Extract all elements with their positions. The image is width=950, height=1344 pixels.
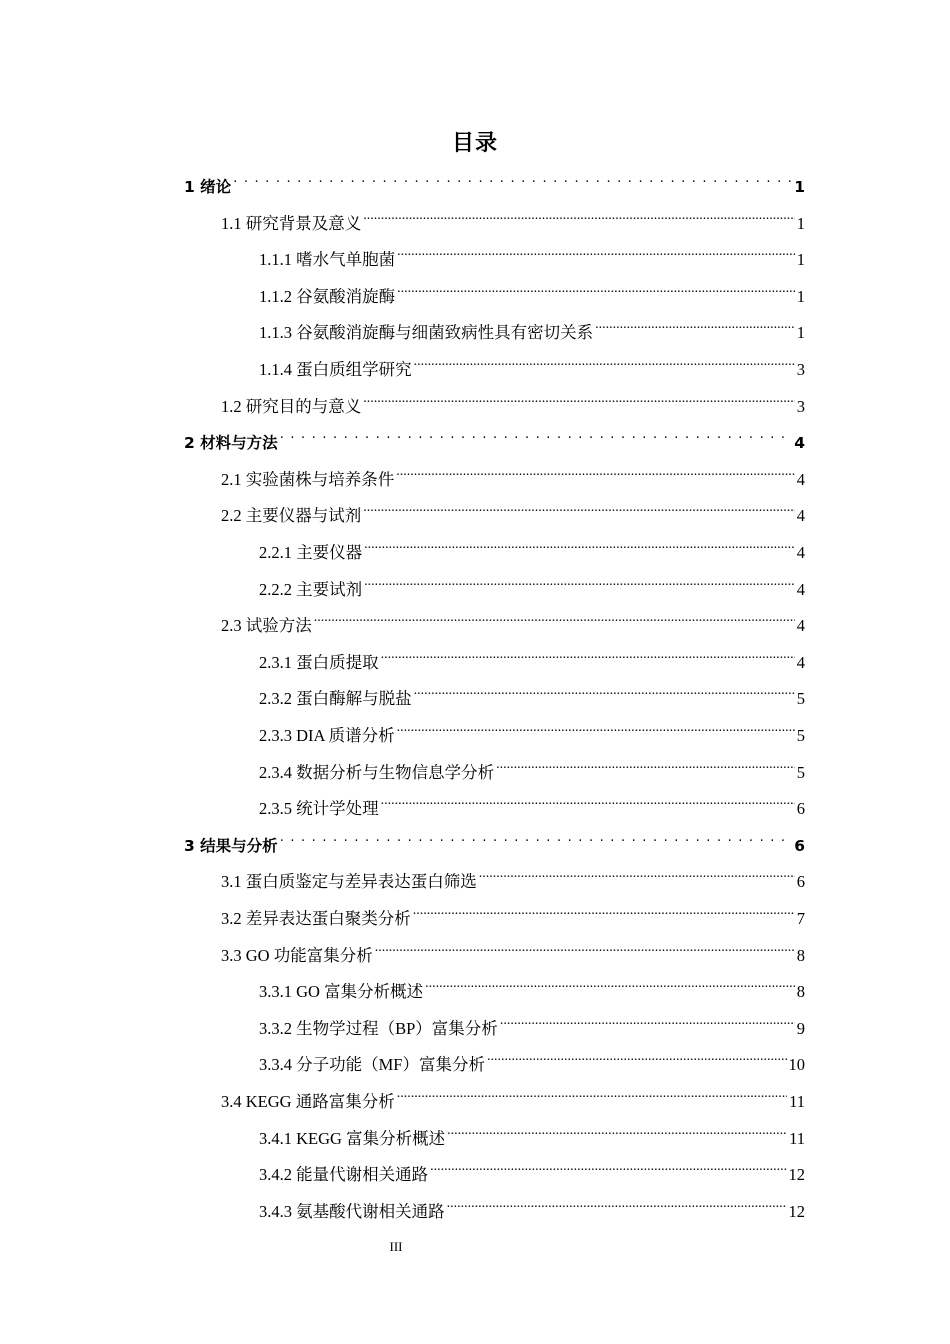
toc-entry-page-number: 1 bbox=[796, 323, 805, 343]
toc-entry-page-number: 5 bbox=[796, 762, 805, 782]
toc-entry-page-number: 5 bbox=[796, 689, 805, 709]
toc-entry-text: 1.1.2 谷氨酸消旋酶 bbox=[259, 286, 396, 306]
toc-title: 目录 bbox=[451, 131, 498, 156]
toc-entry-text: 3.4.1 KEGG 富集分析概述 bbox=[259, 1128, 446, 1148]
toc-entry-level-3[interactable] bbox=[259, 971, 805, 1002]
toc-entry-page-number: 1 bbox=[796, 286, 805, 306]
toc-entry-text: 1.1.1 嗜水气单胞菌 bbox=[259, 250, 396, 270]
toc-entry-level-2[interactable] bbox=[221, 459, 805, 489]
toc-entry-level-3[interactable] bbox=[259, 1044, 805, 1075]
toc-entry-page-number: 5 bbox=[796, 726, 805, 745]
toc-entry-text: 3.3.2 生物学过程（BP）富集分析 bbox=[259, 1018, 498, 1038]
toc-dot-leader bbox=[280, 825, 793, 851]
toc-dot-leader bbox=[447, 1118, 787, 1144]
toc-entry-text: 2.1 实验菌株与培养条件 bbox=[221, 469, 395, 489]
toc-dot-leader bbox=[500, 1008, 795, 1034]
toc-entry-text: 3.2 差异表达蛋白聚类分析 bbox=[221, 909, 411, 928]
toc-entry-level-3[interactable] bbox=[259, 642, 805, 672]
toc-entry-level-2[interactable] bbox=[221, 898, 805, 928]
toc-entry-level-3[interactable] bbox=[259, 276, 805, 306]
toc-dot-leader bbox=[397, 276, 795, 302]
toc-dot-leader bbox=[364, 569, 795, 595]
toc-entry-page-number: 1 bbox=[796, 213, 805, 233]
toc-dot-leader bbox=[397, 1081, 787, 1107]
toc-entry-page-number: 10 bbox=[788, 1055, 805, 1075]
toc-entry-level-2[interactable] bbox=[221, 495, 805, 526]
toc-dot-leader bbox=[381, 788, 795, 814]
toc-dot-leader bbox=[397, 239, 795, 265]
toc-dot-leader bbox=[414, 678, 795, 704]
toc-entry-text: 3.3.4 分子功能（MF）富集分析 bbox=[259, 1055, 485, 1075]
toc-entry-text: 3.4.2 能量代谢相关通路 bbox=[259, 1165, 429, 1185]
toc-entry-level-1[interactable] bbox=[184, 825, 805, 855]
toc-entry-text: 2.2.2 主要试剂 bbox=[259, 579, 363, 599]
toc-entry-level-3[interactable] bbox=[259, 569, 805, 599]
toc-entry-level-2[interactable] bbox=[221, 386, 805, 416]
toc-entry-page-number: 11 bbox=[789, 1092, 805, 1111]
toc-entry-page-number: 12 bbox=[788, 1165, 805, 1185]
toc-entry-level-1[interactable] bbox=[184, 166, 805, 196]
toc-dot-leader bbox=[364, 532, 795, 558]
toc-entry-level-3[interactable] bbox=[259, 715, 805, 745]
toc-entry-level-2[interactable] bbox=[221, 605, 805, 636]
toc-entry-level-3[interactable] bbox=[259, 678, 805, 709]
toc-entry-page-number: 4 bbox=[796, 469, 805, 489]
toc-entry-level-3[interactable] bbox=[259, 239, 805, 270]
toc-entry-text: 2.3.2 蛋白酶解与脱盐 bbox=[259, 689, 412, 709]
toc-dot-leader bbox=[496, 752, 795, 778]
toc-dot-leader bbox=[280, 422, 793, 448]
toc-dot-leader bbox=[363, 203, 795, 229]
toc-entry-level-2[interactable] bbox=[221, 861, 805, 892]
page-number: III bbox=[389, 1239, 403, 1254]
toc-dot-leader bbox=[487, 1044, 787, 1070]
toc-entry-text: 3 结果与分析 bbox=[184, 836, 278, 855]
toc-dot-leader bbox=[363, 495, 795, 521]
toc-entry-level-2[interactable] bbox=[221, 935, 805, 965]
toc-dot-leader bbox=[430, 1154, 786, 1180]
toc-entry-page-number: 12 bbox=[788, 1201, 805, 1221]
toc-dot-leader bbox=[363, 386, 795, 412]
toc-entry-level-3[interactable] bbox=[259, 1118, 805, 1148]
toc-entry-level-3[interactable] bbox=[259, 1191, 805, 1221]
toc-entry-text: 1.1.3 谷氨酸消旋酶与细菌致病性具有密切关系 bbox=[259, 323, 594, 343]
toc-entry-text: 2.2 主要仪器与试剂 bbox=[221, 506, 362, 526]
toc-entry-text: 3.3.1 GO 富集分析概述 bbox=[259, 982, 424, 1002]
toc-entry-page-number: 4 bbox=[796, 543, 805, 562]
toc-entry-text: 2.3.3 DIA 质谱分析 bbox=[259, 726, 395, 745]
toc-entry-page-number: 8 bbox=[796, 945, 805, 965]
toc-entry-text: 2.3.5 统计学处理 bbox=[259, 799, 379, 819]
toc-entry-page-number: 3 bbox=[796, 396, 805, 416]
toc-dot-leader bbox=[425, 971, 795, 997]
toc-entry-page-number: 4 bbox=[794, 434, 805, 453]
toc-dot-leader bbox=[381, 642, 795, 668]
toc-entry-page-number: 4 bbox=[796, 652, 805, 672]
toc-entry-page-number: 11 bbox=[789, 1128, 805, 1148]
toc-entry-level-3[interactable] bbox=[259, 532, 805, 562]
toc-entry-text: 2.3.4 数据分析与生物信息学分析 bbox=[259, 762, 495, 782]
toc-entry-level-3[interactable] bbox=[259, 1008, 805, 1038]
toc-dot-leader bbox=[595, 312, 795, 338]
toc-entry-level-3[interactable] bbox=[259, 752, 805, 782]
toc-entry-text: 2 材料与方法 bbox=[184, 434, 278, 453]
toc-entry-text: 3.1 蛋白质鉴定与差异表达蛋白筛选 bbox=[221, 872, 477, 892]
toc-entry-text: 3.4 KEGG 通路富集分析 bbox=[221, 1092, 395, 1111]
toc-entry-page-number: 6 bbox=[796, 872, 805, 892]
toc-entry-level-3[interactable] bbox=[259, 1154, 805, 1185]
toc-entry-page-number: 1 bbox=[796, 250, 805, 270]
toc-entry-text: 1 绪论 bbox=[184, 178, 232, 196]
toc-entry-page-number: 7 bbox=[796, 909, 805, 928]
toc-entry-level-3[interactable] bbox=[259, 788, 805, 819]
toc-entry-text: 1.2 研究目的与意义 bbox=[221, 396, 362, 416]
toc-entry-page-number: 6 bbox=[796, 799, 805, 819]
toc-entry-page-number: 3 bbox=[796, 360, 805, 379]
toc-entry-text: 2.2.1 主要仪器 bbox=[259, 543, 363, 562]
toc-entry-page-number: 4 bbox=[796, 579, 805, 599]
toc-entry-text: 3.4.3 氨基酸代谢相关通路 bbox=[259, 1201, 445, 1221]
toc-dot-leader bbox=[375, 935, 795, 961]
toc-entry-page-number: 8 bbox=[796, 982, 805, 1002]
toc-entry-page-number: 4 bbox=[796, 506, 805, 526]
toc-entry-level-2[interactable] bbox=[221, 203, 805, 233]
toc-dot-leader bbox=[414, 349, 795, 375]
toc-entry-page-number: 6 bbox=[794, 836, 805, 855]
toc-entry-level-1[interactable] bbox=[184, 422, 805, 453]
toc-entry-text: 1.1.4 蛋白质组学研究 bbox=[259, 360, 412, 379]
toc-dot-leader bbox=[479, 861, 795, 887]
toc-entry-text: 3.3 GO 功能富集分析 bbox=[221, 945, 373, 965]
toc-entry-level-3[interactable] bbox=[259, 349, 805, 379]
toc-dot-leader bbox=[233, 166, 792, 192]
toc-dot-leader bbox=[396, 459, 795, 485]
toc-entry-page-number: 1 bbox=[794, 178, 805, 196]
toc-entry-text: 2.3 试验方法 bbox=[221, 616, 312, 636]
toc-entry-level-2[interactable] bbox=[221, 1081, 805, 1111]
toc-entry-level-3[interactable] bbox=[259, 312, 805, 343]
toc-dot-leader bbox=[314, 605, 795, 631]
toc-entry-page-number: 4 bbox=[796, 616, 805, 636]
toc-dot-leader bbox=[413, 898, 795, 924]
toc-entry-text: 1.1 研究背景及意义 bbox=[221, 213, 362, 233]
toc-entry-page-number: 9 bbox=[796, 1018, 805, 1038]
toc-entry-text: 2.3.1 蛋白质提取 bbox=[259, 652, 379, 672]
toc-dot-leader bbox=[447, 1191, 787, 1217]
toc-dot-leader bbox=[397, 715, 795, 741]
